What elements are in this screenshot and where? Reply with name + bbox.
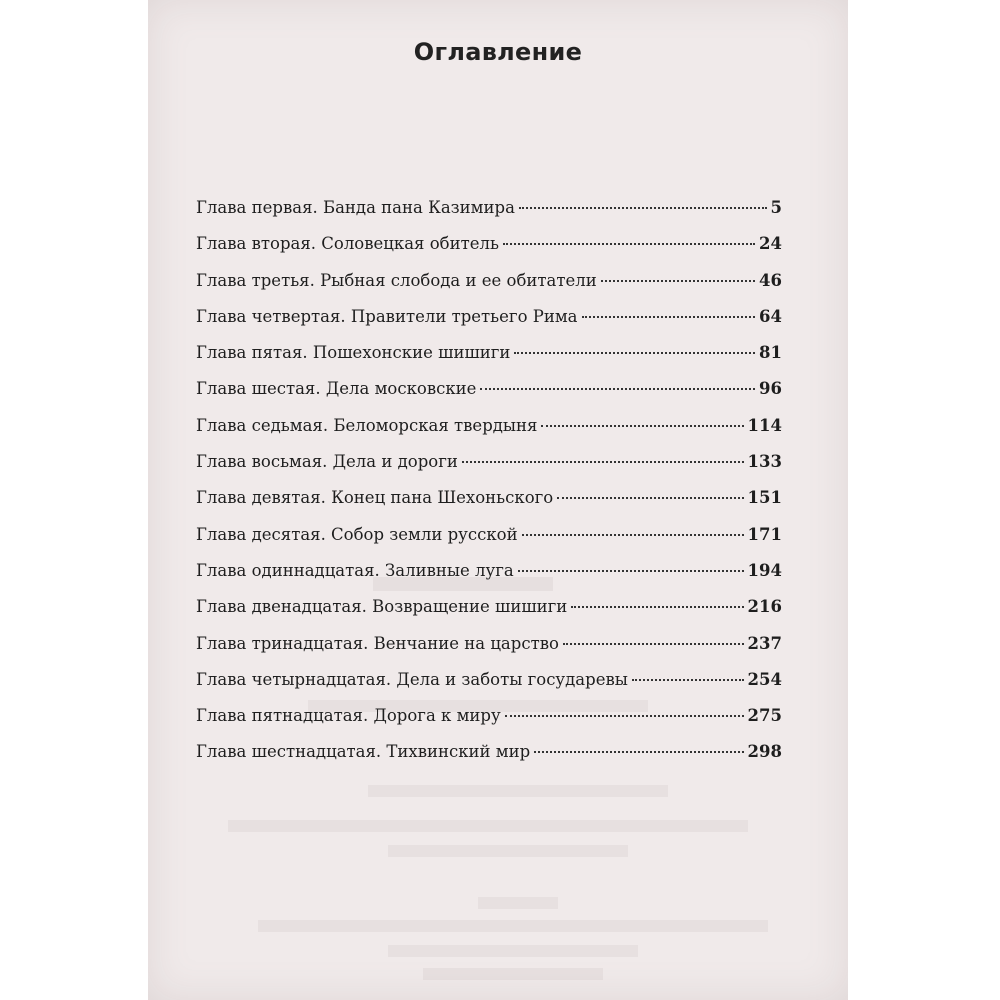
- toc-entry: [196, 416, 782, 452]
- dot-leader: [571, 606, 743, 608]
- toc-entry: [196, 597, 782, 633]
- dot-leader: [563, 643, 744, 645]
- page-number: 96: [759, 379, 782, 399]
- page-number: 46: [759, 270, 782, 290]
- chapter-title: Глава пятнадцатая. Дорога к миру: [196, 706, 501, 726]
- toc-entry: [196, 488, 782, 524]
- dot-leader: [541, 425, 743, 427]
- page-number: 171: [747, 524, 782, 544]
- dot-leader: [582, 316, 756, 318]
- dot-leader: [519, 207, 767, 209]
- chapter-title: Глава седьмая. Беломорская твердыня: [196, 415, 538, 435]
- page-number: 151: [747, 488, 782, 508]
- chapter-title: Глава вторая. Соловецкая обитель: [196, 234, 499, 254]
- show-through-text: [258, 920, 768, 932]
- page-number: 194: [747, 560, 782, 580]
- dot-leader: [522, 534, 744, 536]
- page-number: 5: [770, 198, 782, 217]
- dot-leader: [514, 352, 755, 354]
- chapter-title: Глава шестнадцатая. Тихвинский мир: [196, 742, 531, 762]
- show-through-text: [478, 897, 558, 909]
- toc-entry: [196, 525, 782, 561]
- toc-entry: [196, 670, 782, 706]
- chapter-title: Глава третья. Рыбная слобода и ее обитатели: [196, 270, 597, 290]
- chapter-title: Глава шестая. Дела московские: [196, 379, 477, 399]
- show-through-text: [388, 945, 638, 957]
- toc-entry: [196, 634, 782, 670]
- chapter-title: Глава первая. Банда пана Казимира: [196, 198, 515, 217]
- toc-entry: [196, 379, 782, 415]
- toc-entry: [196, 706, 782, 742]
- toc-entry: [196, 271, 782, 307]
- page-number: 133: [747, 452, 782, 472]
- toc-entry: [196, 198, 782, 234]
- chapter-title: Глава девятая. Конец пана Шехоньского: [196, 488, 554, 508]
- dot-leader: [601, 280, 755, 282]
- dot-leader: [505, 715, 744, 717]
- show-through-text: [388, 845, 628, 857]
- toc-entry: [196, 452, 782, 488]
- chapter-title: Глава пятая. Пошехонские шишиги: [196, 343, 511, 363]
- chapter-title: Глава двенадцатая. Возвращение шишиги: [196, 597, 568, 617]
- dot-leader: [632, 679, 744, 681]
- page-number: 254: [747, 669, 782, 689]
- toc-entry: [196, 343, 782, 379]
- chapter-title: Глава четырнадцатая. Дела и заботы государевы: [196, 669, 628, 689]
- toc-entry: [196, 234, 782, 270]
- page-number: 81: [759, 343, 782, 363]
- dot-leader: [503, 243, 755, 245]
- dot-leader: [557, 497, 743, 499]
- chapter-title: Глава десятая. Собор земли русской: [196, 524, 518, 544]
- dot-leader: [534, 751, 743, 753]
- page-title: Оглавление: [413, 38, 583, 66]
- show-through-text: [228, 820, 748, 832]
- toc-entry: [196, 561, 782, 597]
- show-through-text: [423, 968, 603, 980]
- page-number: 24: [759, 234, 782, 254]
- dot-leader: [518, 570, 744, 572]
- table-of-contents: [196, 198, 782, 779]
- chapter-title: Глава одиннадцатая. Заливные луга: [196, 560, 514, 580]
- book-page: [148, 0, 848, 1000]
- chapter-title: Глава четвертая. Правители третьего Рима: [196, 306, 578, 326]
- toc-entry: [196, 307, 782, 343]
- dot-leader: [480, 388, 755, 390]
- show-through-text: [368, 785, 668, 797]
- toc-entry: [196, 742, 782, 778]
- dot-leader: [462, 461, 744, 463]
- page-number: 298: [747, 742, 782, 762]
- chapter-title: Глава тринадцатая. Венчание на царство: [196, 633, 559, 653]
- page-number: 64: [759, 306, 782, 326]
- page-number: 216: [747, 597, 782, 617]
- page-number: 237: [747, 633, 782, 653]
- chapter-title: Глава восьмая. Дела и дороги: [196, 452, 458, 472]
- page-number: 114: [747, 415, 782, 435]
- page-number: 275: [747, 706, 782, 726]
